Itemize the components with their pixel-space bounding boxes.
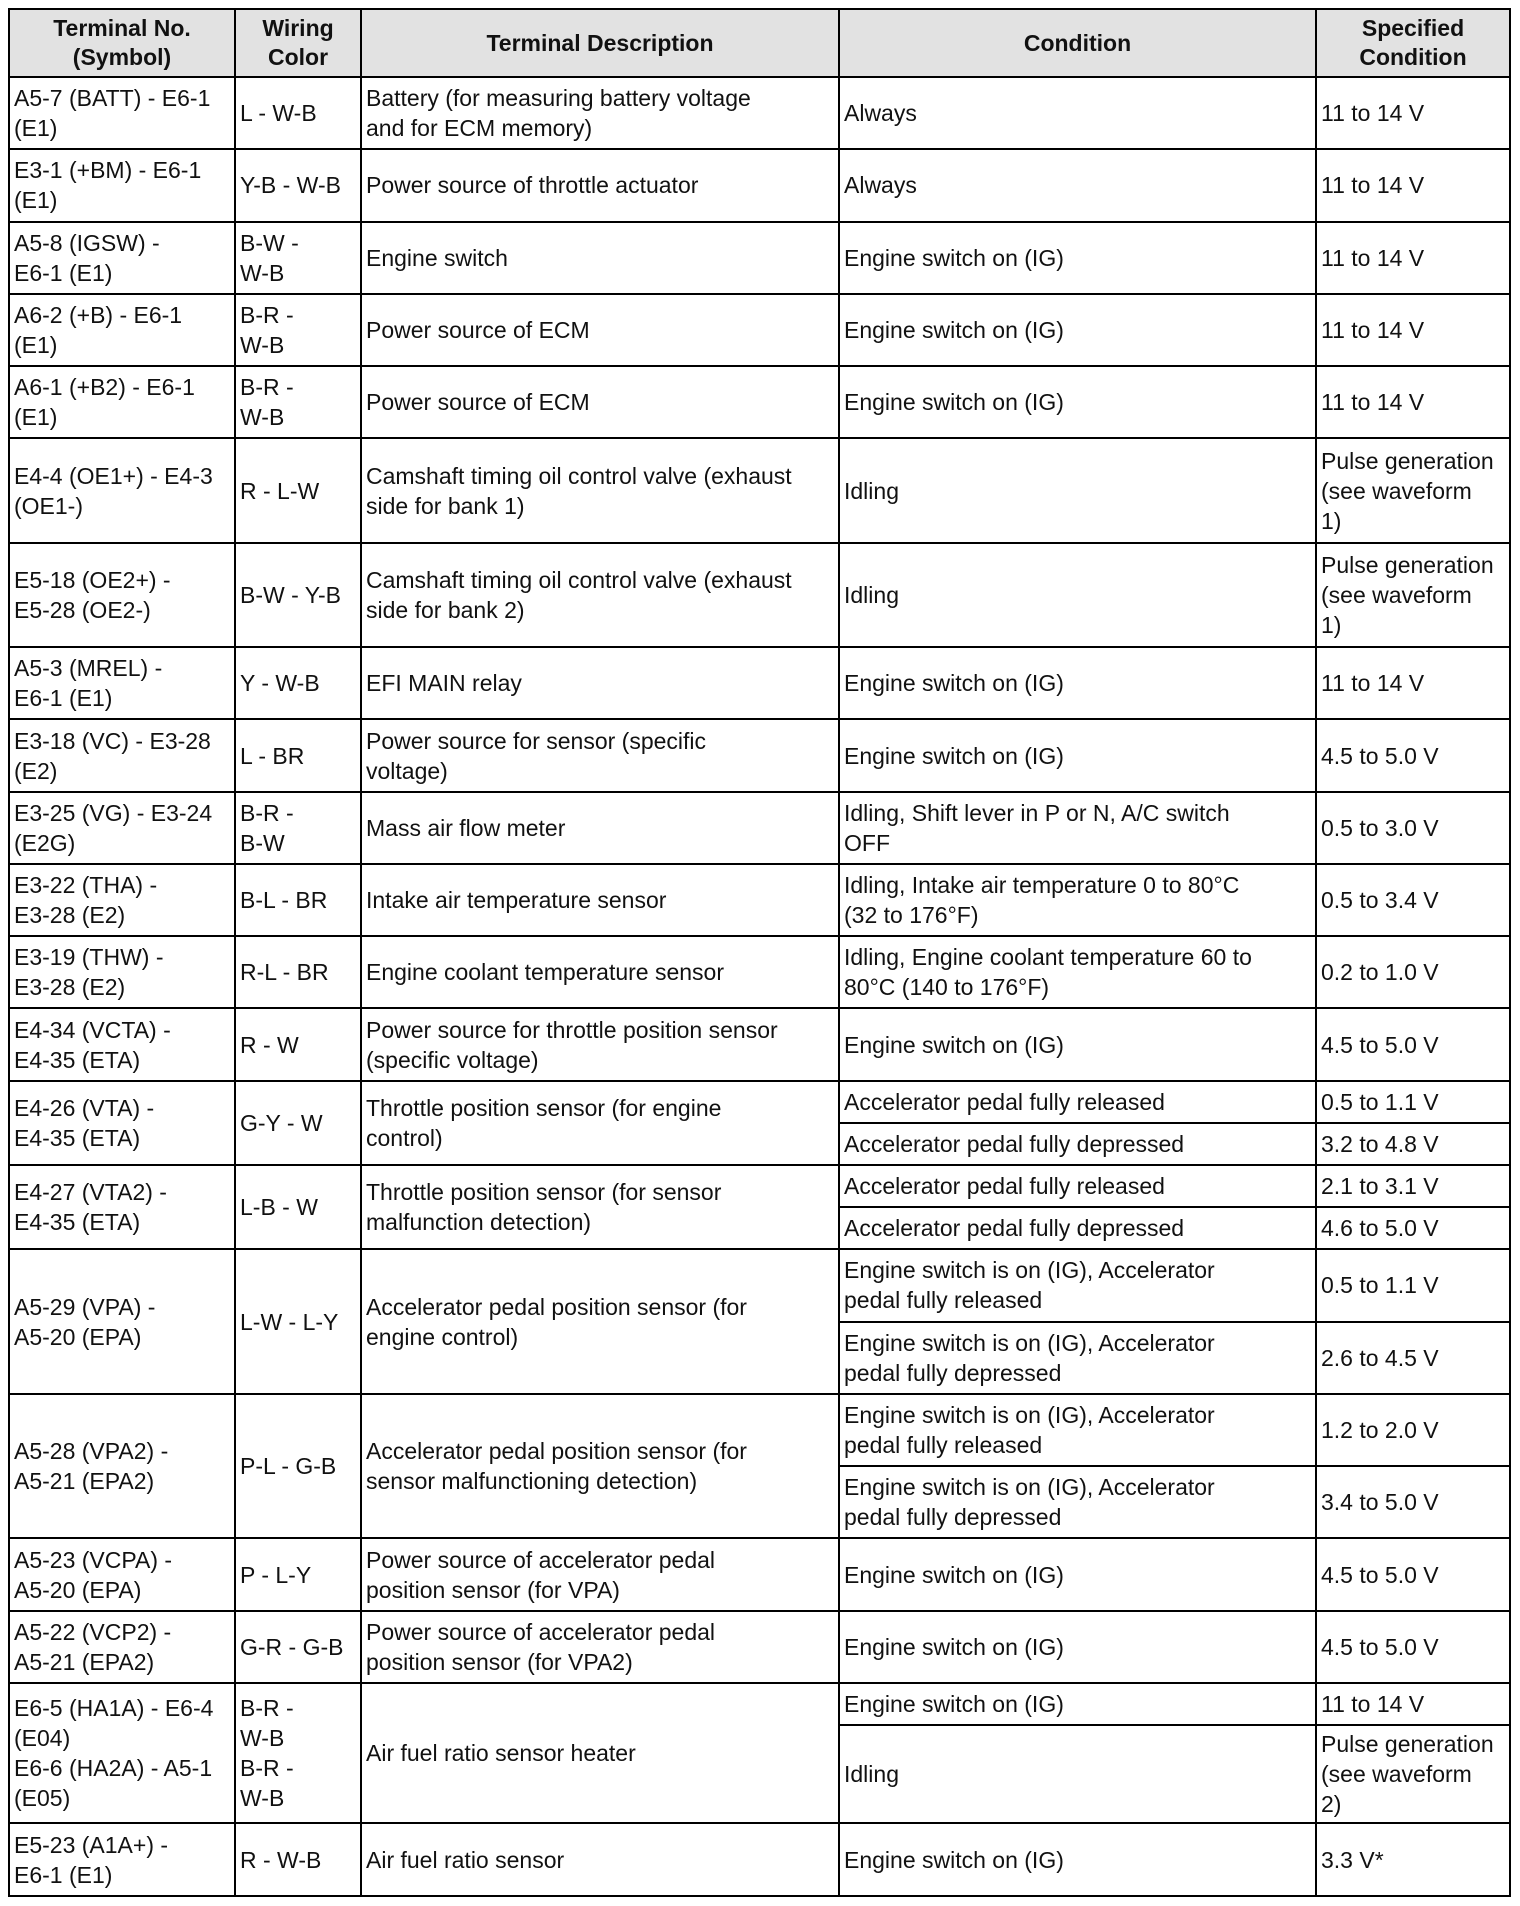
specified-condition-cell: 11 to 14 V bbox=[1316, 294, 1510, 366]
wiring-color-cell: P-L - G-B bbox=[235, 1394, 361, 1539]
condition-cell: Engine switch is on (IG), Accelerator pedal fully depressed bbox=[839, 1322, 1316, 1394]
condition-cell: Engine switch on (IG) bbox=[839, 1683, 1316, 1725]
table-row bbox=[9, 1081, 1510, 1123]
specified-condition-cell: 11 to 14 V bbox=[1316, 222, 1510, 294]
terminal-cell: E6-5 (HA1A) - E6-4 (E04) E6-6 (HA2A) - A5-1 (E05) bbox=[9, 1683, 235, 1824]
condition-cell: Engine switch is on (IG), Accelerator pedal fully released bbox=[839, 1394, 1316, 1466]
description-cell: EFI MAIN relay bbox=[361, 647, 839, 719]
wiring-color-cell: G-R - G-B bbox=[235, 1611, 361, 1683]
table-row bbox=[9, 647, 1510, 719]
description-cell: Air fuel ratio sensor bbox=[361, 1823, 839, 1896]
header-row bbox=[9, 9, 1510, 77]
table-row bbox=[9, 438, 1510, 542]
table-row bbox=[9, 149, 1510, 221]
description-cell: Air fuel ratio sensor heater bbox=[361, 1683, 839, 1824]
wiring-color-cell: L - BR bbox=[235, 719, 361, 791]
table-row bbox=[9, 1823, 1510, 1896]
wiring-color-cell: Y - W-B bbox=[235, 647, 361, 719]
description-cell: Power source of throttle actuator bbox=[361, 149, 839, 221]
terminal-cell: A5-8 (IGSW) - E6-1 (E1) bbox=[9, 222, 235, 294]
description-cell: Accelerator pedal position sensor (for sensor malfunctioning detection) bbox=[361, 1394, 839, 1539]
condition-cell: Engine switch on (IG) bbox=[839, 1008, 1316, 1080]
description-cell: Accelerator pedal position sensor (for engine control) bbox=[361, 1249, 839, 1394]
terminal-cell: E5-23 (A1A+) - E6-1 (E1) bbox=[9, 1823, 235, 1896]
terminal-cell: A5-22 (VCP2) - A5-21 (EPA2) bbox=[9, 1611, 235, 1683]
condition-cell: Always bbox=[839, 149, 1316, 221]
terminal-cell: E4-34 (VCTA) - E4-35 (ETA) bbox=[9, 1008, 235, 1080]
condition-cell: Engine switch is on (IG), Accelerator pedal fully released bbox=[839, 1249, 1316, 1321]
table-row bbox=[9, 1611, 1510, 1683]
wiring-color-cell: B-R - B-W bbox=[235, 792, 361, 864]
terminal-cell: E3-18 (VC) - E3-28 (E2) bbox=[9, 719, 235, 791]
table-row bbox=[9, 1008, 1510, 1080]
header-specified-condition: Specified Condition bbox=[1316, 9, 1510, 77]
specified-condition-cell: 4.5 to 5.0 V bbox=[1316, 719, 1510, 791]
terminal-cell: E3-19 (THW) - E3-28 (E2) bbox=[9, 936, 235, 1008]
condition-cell: Accelerator pedal fully released bbox=[839, 1081, 1316, 1123]
table-body bbox=[9, 77, 1510, 1896]
header-condition: Condition bbox=[839, 9, 1316, 77]
condition-cell: Idling, Intake air temperature 0 to 80°C (32 to 176°F) bbox=[839, 864, 1316, 936]
specified-condition-cell: 2.1 to 3.1 V bbox=[1316, 1165, 1510, 1207]
terminal-spec-table bbox=[8, 8, 1511, 1897]
terminal-cell: E3-22 (THA) - E3-28 (E2) bbox=[9, 864, 235, 936]
specified-condition-cell: 11 to 14 V bbox=[1316, 366, 1510, 438]
description-cell: Power source of accelerator pedal position sensor (for VPA2) bbox=[361, 1611, 839, 1683]
wiring-color-cell: Y-B - W-B bbox=[235, 149, 361, 221]
specified-condition-cell: Pulse generation (see waveform 2) bbox=[1316, 1725, 1510, 1823]
table-header bbox=[9, 9, 1510, 77]
table-row bbox=[9, 936, 1510, 1008]
wiring-color-cell: G-Y - W bbox=[235, 1081, 361, 1165]
terminal-cell: A6-2 (+B) - E6-1 (E1) bbox=[9, 294, 235, 366]
wiring-color-cell: L - W-B bbox=[235, 77, 361, 149]
terminal-cell: E3-25 (VG) - E3-24 (E2G) bbox=[9, 792, 235, 864]
condition-cell: Accelerator pedal fully depressed bbox=[839, 1123, 1316, 1165]
terminal-cell: A5-29 (VPA) - A5-20 (EPA) bbox=[9, 1249, 235, 1394]
specified-condition-cell: 4.5 to 5.0 V bbox=[1316, 1611, 1510, 1683]
condition-cell: Idling bbox=[839, 543, 1316, 647]
wiring-color-cell: R - W-B bbox=[235, 1823, 361, 1896]
specified-condition-cell: 4.6 to 5.0 V bbox=[1316, 1207, 1510, 1249]
table-row bbox=[9, 222, 1510, 294]
condition-cell: Engine switch on (IG) bbox=[839, 1823, 1316, 1896]
specified-condition-cell: 3.2 to 4.8 V bbox=[1316, 1123, 1510, 1165]
wiring-color-cell: L-W - L-Y bbox=[235, 1249, 361, 1394]
wiring-color-cell: B-W - W-B bbox=[235, 222, 361, 294]
terminal-cell: A5-7 (BATT) - E6-1 (E1) bbox=[9, 77, 235, 149]
description-cell: Engine switch bbox=[361, 222, 839, 294]
condition-cell: Idling, Engine coolant temperature 60 to 80°C (140 to 176°F) bbox=[839, 936, 1316, 1008]
specified-condition-cell: 11 to 14 V bbox=[1316, 647, 1510, 719]
description-cell: Power source for sensor (specific voltage) bbox=[361, 719, 839, 791]
specified-condition-cell: 0.2 to 1.0 V bbox=[1316, 936, 1510, 1008]
condition-cell: Engine switch on (IG) bbox=[839, 1611, 1316, 1683]
table-row bbox=[9, 543, 1510, 647]
table-row bbox=[9, 864, 1510, 936]
specified-condition-cell: 1.2 to 2.0 V bbox=[1316, 1394, 1510, 1466]
wiring-color-cell: B-W - Y-B bbox=[235, 543, 361, 647]
terminal-cell: A5-28 (VPA2) - A5-21 (EPA2) bbox=[9, 1394, 235, 1539]
table-row bbox=[9, 1394, 1510, 1466]
specified-condition-cell: 11 to 14 V bbox=[1316, 77, 1510, 149]
wiring-color-cell: R - L-W bbox=[235, 438, 361, 542]
condition-cell: Engine switch on (IG) bbox=[839, 222, 1316, 294]
condition-cell: Engine switch on (IG) bbox=[839, 647, 1316, 719]
header-description: Terminal Description bbox=[361, 9, 839, 77]
table-row bbox=[9, 1165, 1510, 1207]
specified-condition-cell: 4.5 to 5.0 V bbox=[1316, 1538, 1510, 1610]
terminal-cell: A6-1 (+B2) - E6-1 (E1) bbox=[9, 366, 235, 438]
description-cell: Power source of ECM bbox=[361, 294, 839, 366]
wiring-color-cell: B-L - BR bbox=[235, 864, 361, 936]
condition-cell: Accelerator pedal fully released bbox=[839, 1165, 1316, 1207]
condition-cell: Idling bbox=[839, 438, 1316, 542]
terminal-cell: E5-18 (OE2+) - E5-28 (OE2-) bbox=[9, 543, 235, 647]
specified-condition-cell: 0.5 to 3.4 V bbox=[1316, 864, 1510, 936]
wiring-color-cell: B-R - W-B bbox=[235, 294, 361, 366]
table-row bbox=[9, 1249, 1510, 1321]
condition-cell: Idling, Shift lever in P or N, A/C switch OFF bbox=[839, 792, 1316, 864]
description-cell: Camshaft timing oil control valve (exhaust side for bank 1) bbox=[361, 438, 839, 542]
specified-condition-cell: 2.6 to 4.5 V bbox=[1316, 1322, 1510, 1394]
description-cell: Throttle position sensor (for engine control) bbox=[361, 1081, 839, 1165]
specified-condition-cell: Pulse generation (see waveform 1) bbox=[1316, 543, 1510, 647]
specified-condition-cell: 0.5 to 1.1 V bbox=[1316, 1081, 1510, 1123]
description-cell: Engine coolant temperature sensor bbox=[361, 936, 839, 1008]
wiring-color-cell: B-R - W-B bbox=[235, 366, 361, 438]
specified-condition-cell: 3.4 to 5.0 V bbox=[1316, 1466, 1510, 1538]
condition-cell: Engine switch on (IG) bbox=[839, 294, 1316, 366]
description-cell: Mass air flow meter bbox=[361, 792, 839, 864]
description-cell: Camshaft timing oil control valve (exhaust side for bank 2) bbox=[361, 543, 839, 647]
description-cell: Power source of accelerator pedal position sensor (for VPA) bbox=[361, 1538, 839, 1610]
terminal-cell: A5-23 (VCPA) - A5-20 (EPA) bbox=[9, 1538, 235, 1610]
table-row bbox=[9, 366, 1510, 438]
specified-condition-cell: 11 to 14 V bbox=[1316, 1683, 1510, 1725]
condition-cell: Engine switch on (IG) bbox=[839, 1538, 1316, 1610]
specified-condition-cell: 3.3 V* bbox=[1316, 1823, 1510, 1896]
wiring-color-cell: P - L-Y bbox=[235, 1538, 361, 1610]
condition-cell: Engine switch on (IG) bbox=[839, 366, 1316, 438]
table-row bbox=[9, 1683, 1510, 1725]
table-row bbox=[9, 1538, 1510, 1610]
specified-condition-cell: 11 to 14 V bbox=[1316, 149, 1510, 221]
terminal-cell: E3-1 (+BM) - E6-1 (E1) bbox=[9, 149, 235, 221]
description-cell: Throttle position sensor (for sensor malfunction detection) bbox=[361, 1165, 839, 1249]
specified-condition-cell: Pulse generation (see waveform 1) bbox=[1316, 438, 1510, 542]
condition-cell: Always bbox=[839, 77, 1316, 149]
condition-cell: Idling bbox=[839, 1725, 1316, 1823]
table-row bbox=[9, 77, 1510, 149]
condition-cell: Engine switch is on (IG), Accelerator pedal fully depressed bbox=[839, 1466, 1316, 1538]
terminal-cell: E4-27 (VTA2) - E4-35 (ETA) bbox=[9, 1165, 235, 1249]
specified-condition-cell: 0.5 to 1.1 V bbox=[1316, 1249, 1510, 1321]
description-cell: Power source of ECM bbox=[361, 366, 839, 438]
table-row bbox=[9, 294, 1510, 366]
description-cell: Intake air temperature sensor bbox=[361, 864, 839, 936]
table-row bbox=[9, 719, 1510, 791]
condition-cell: Engine switch on (IG) bbox=[839, 719, 1316, 791]
wiring-color-cell: B-R - W-B B-R - W-B bbox=[235, 1683, 361, 1824]
terminal-cell: E4-4 (OE1+) - E4-3 (OE1-) bbox=[9, 438, 235, 542]
description-cell: Power source for throttle position sensor (specific voltage) bbox=[361, 1008, 839, 1080]
specified-condition-cell: 0.5 to 3.0 V bbox=[1316, 792, 1510, 864]
wiring-color-cell: L-B - W bbox=[235, 1165, 361, 1249]
terminal-cell: A5-3 (MREL) - E6-1 (E1) bbox=[9, 647, 235, 719]
header-terminal: Terminal No. (Symbol) bbox=[9, 9, 235, 77]
condition-cell: Accelerator pedal fully depressed bbox=[839, 1207, 1316, 1249]
wiring-color-cell: R-L - BR bbox=[235, 936, 361, 1008]
specified-condition-cell: 4.5 to 5.0 V bbox=[1316, 1008, 1510, 1080]
terminal-cell: E4-26 (VTA) - E4-35 (ETA) bbox=[9, 1081, 235, 1165]
table-row bbox=[9, 792, 1510, 864]
header-wiring-color: Wiring Color bbox=[235, 9, 361, 77]
wiring-color-cell: R - W bbox=[235, 1008, 361, 1080]
description-cell: Battery (for measuring battery voltage and for ECM memory) bbox=[361, 77, 839, 149]
